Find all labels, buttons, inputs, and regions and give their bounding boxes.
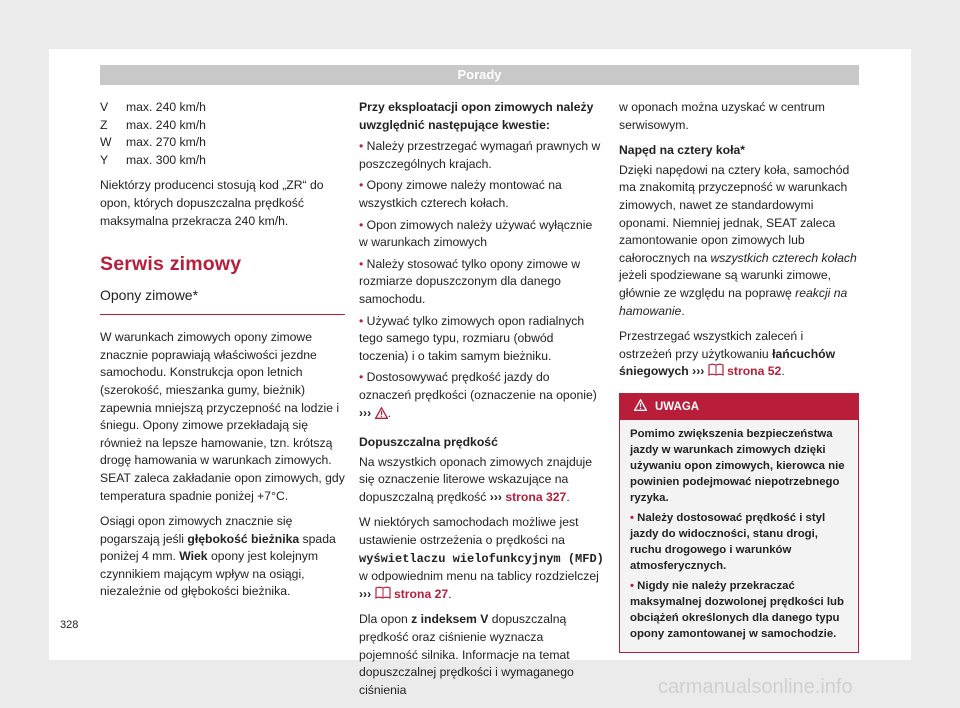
performance-paragraph <box>100 513 345 601</box>
reference-arrow: ››› <box>692 364 705 379</box>
warning-bullet <box>630 578 848 642</box>
text-run: Dla opon <box>359 612 412 627</box>
text-run: Przestrzegać wszystkich zaleceń i ostrzeżeń przy użytkowaniu <box>619 329 804 361</box>
warning-title: UWAGA <box>655 400 700 413</box>
snow-chains-paragraph: Przestrzegać wszystkich zaleceń i ostrzeżeń przy użytkowaniu łańcuchów śniegowych ››› strona 52. <box>619 329 836 379</box>
bullet-item <box>359 313 604 366</box>
winter-use-heading: Przy eksploatacji opon zimowych należy uwzględnić następujące kwestie: <box>359 100 594 132</box>
speed-code-value: max. 240 km/h <box>126 100 206 114</box>
speed-code-letter: W <box>100 135 112 150</box>
page-reference-link[interactable]: strona 327 <box>505 489 567 504</box>
text-run: Na wszystkich oponach zimowych znajduje się oznaczenie literowe wskazujące na dopuszczalną prędkość <box>359 454 593 504</box>
bullet-icon: • <box>359 313 364 328</box>
bullet-item <box>359 177 604 212</box>
column-2 <box>359 99 604 707</box>
text-run: W niektórych samochodach możliwe jest ustawienie ostrzeżenia o prędkości na <box>359 515 579 548</box>
speed-code-letter: V <box>100 100 109 114</box>
speed-code-row <box>100 134 345 152</box>
bullet-icon: • <box>359 217 364 232</box>
column-3 <box>619 99 859 653</box>
bullet-icon: • <box>359 178 364 193</box>
speed-code-value: max. 300 km/h <box>126 152 206 167</box>
page-reference-link[interactable]: strona 27 <box>393 586 449 601</box>
awd-heading: Napęd na cztery koła* <box>619 143 745 158</box>
text-run-italic: wszystkich czterech kołach <box>710 250 857 265</box>
bullet-item <box>359 138 604 173</box>
bullet-icon: • <box>359 256 364 271</box>
speed-code-row <box>100 152 345 170</box>
speed-code-row <box>100 99 345 117</box>
bullet-item: • Dostosowywać prędkość jazdy do oznaczeń prędkości (oznaczenie na oponie) ››› . <box>359 370 597 420</box>
bullet-text: Należy przestrzegać wymagań prawnych w poszczególnych krajach. <box>359 139 601 171</box>
text-run: opony jest kolejnym czynnikiem mającym wpływ na osiągi, niezależnie od głębokości bieżnika. <box>100 549 319 599</box>
text-run-bold: głębokość bieżnika <box>187 531 300 546</box>
warning-header <box>620 394 858 420</box>
page-number: 328 <box>60 619 79 631</box>
text-run: spada poniżej 4 mm. <box>100 531 336 564</box>
text-run: jeżeli spodziewane są warunki zimowe, głównie ze względu na poprawę <box>619 268 832 300</box>
bullet-text: Opony zimowe należy montować na wszystkich czterech kołach. <box>359 178 562 210</box>
text-run: . <box>681 303 685 318</box>
speed-code-list <box>100 99 345 169</box>
bullet-text: Opon zimowych należy używać wyłącznie w warunkach zimowych <box>359 217 593 250</box>
bullet-icon: • <box>630 511 634 524</box>
column-1 <box>100 99 345 609</box>
watermark: carmanualsonline.info <box>658 676 853 698</box>
reference-arrow: ››› <box>359 405 372 420</box>
v-index-paragraph <box>359 611 604 699</box>
bullet-item <box>359 256 604 309</box>
reference-arrow: ››› <box>489 489 502 504</box>
bullet-icon: • <box>630 579 634 592</box>
page-reference-link[interactable]: strona 52 <box>727 364 782 379</box>
warning-triangle-icon[interactable] <box>375 407 388 419</box>
header-bar <box>100 65 859 85</box>
warning-box <box>619 393 859 653</box>
text-run: Dzięki napędowi na cztery koła, samochód ma znakomitą przyczepność w warunkach zimowych, nawet ze standardowymi oponami. Niemniej jednak, SEAT zaleca zamontowanie opon zimowych lub całorocznych na <box>619 162 850 265</box>
speed-code-value: max. 240 km/h <box>126 117 206 132</box>
text-run: dopuszczalną prędkość oraz ciśnienie wyznacza pojemność silnika. Informacje na temat dopuszczalnej prędkości i wymaganego ciśnienia <box>359 612 574 697</box>
speed-warning-paragraph: W niektórych samochodach możliwe jest ustawienie ostrzeżenia o prędkości na wyświetlaczu wielofunkcyjnym (MFD) w odpowiednim menu na tablicy rozdzielczej ››› strona 27. <box>359 515 604 601</box>
speed-code-letter: Z <box>100 117 108 132</box>
text-run-italic: reakcji na hamowanie <box>619 285 848 318</box>
reference-arrow: ››› <box>359 586 372 601</box>
warning-intro: Pomimo zwiększenia bezpieczeństwa jazdy w warunkach zimowych dzięki używaniu opon zimowych, kierowca nie powinien podejmować niepotrzebnego ryzyka. <box>630 427 845 504</box>
speed-code-row <box>100 117 345 135</box>
permitted-speed-paragraph: Na wszystkich oponach zimowych znajduje się oznaczenie literowe wskazujące na dopuszczalną prędkość ››› strona 327. <box>359 454 593 504</box>
zr-code-paragraph: Niektórzy producenci stosują kod „ZR“ do opon, których dopuszczalna prędkość maksymalna przekracza 240 km/h. <box>100 178 324 228</box>
awd-paragraph <box>619 162 859 320</box>
bullet-item <box>359 217 604 252</box>
permitted-speed-heading: Dopuszczalna prędkość <box>359 435 498 450</box>
subsection-title: Opony zimowe* <box>100 286 345 315</box>
book-reference-icon[interactable] <box>708 363 724 377</box>
warning-triangle-icon <box>634 399 647 411</box>
warning-body <box>620 420 858 652</box>
warning-bullet <box>630 510 848 574</box>
speed-code-value: max. 270 km/h <box>126 135 206 150</box>
bullet-text: Dostosowywać prędkość jazdy do oznaczeń prędkości (oznaczenie na oponie) <box>359 370 597 402</box>
section-title: Serwis zimowy <box>100 253 242 276</box>
bullet-text: Używać tylko zimowych opon radialnych tego samego typu, rozmiaru (obwód toczenia) i o takim samym bieżniku. <box>359 313 585 363</box>
book-reference-icon[interactable] <box>375 586 391 600</box>
winter-tyres-paragraph: W warunkach zimowych opony zimowe znacznie poprawiają właściwości jezdne samochodu. Konstrukcja opon letnich (szerokość, mieszanka gumy, bieżnik) zapewnia mniejszą przyczepność na lodzie i śniegu. Opony zimowe przekładają się również na lepsze hamowanie, tzn. krótszą drogę hamowania w warunkach zimowych. SEAT zaleca zakładanie opon zimowych, gdy temperatura spadnie poniżej +7°C. <box>100 330 345 503</box>
display-name-text: wyświetlaczu wielofunkcyjnym (MFD) <box>359 551 604 566</box>
text-run-bold: łańcuchów śniegowych <box>619 346 836 379</box>
bullet-icon: • <box>359 370 364 385</box>
warning-bullet-text: Nigdy nie należy przekraczać maksymalnej dozwolonej prędkości lub obciążeń określonych dla danego typu opony zamontowanej w samochodzie. <box>630 579 844 640</box>
speed-code-letter: Y <box>100 152 109 167</box>
continued-paragraph: w oponach można uzyskać w centrum serwisowym. <box>619 100 825 132</box>
bullet-icon: • <box>359 139 364 154</box>
bullet-text: Należy stosować tylko opony zimowe w rozmiarze dopuszczonym dla danego samochodu. <box>359 256 581 306</box>
text-run-bold: z indeksem V <box>411 612 489 627</box>
text-run: Osiągi opon zimowych znacznie się pogarszają jeśli <box>100 514 293 546</box>
text-run-bold: Wiek <box>179 549 208 564</box>
text-run: w odpowiednim menu na tablicy rozdzielczej <box>359 569 599 584</box>
page-title: Porady <box>457 67 502 82</box>
warning-bullet-text: Należy dostosować prędkość i styl jazdy do widoczności, stanu drogi, ruchu drogowego i warunków atmosferycznych. <box>630 511 826 572</box>
